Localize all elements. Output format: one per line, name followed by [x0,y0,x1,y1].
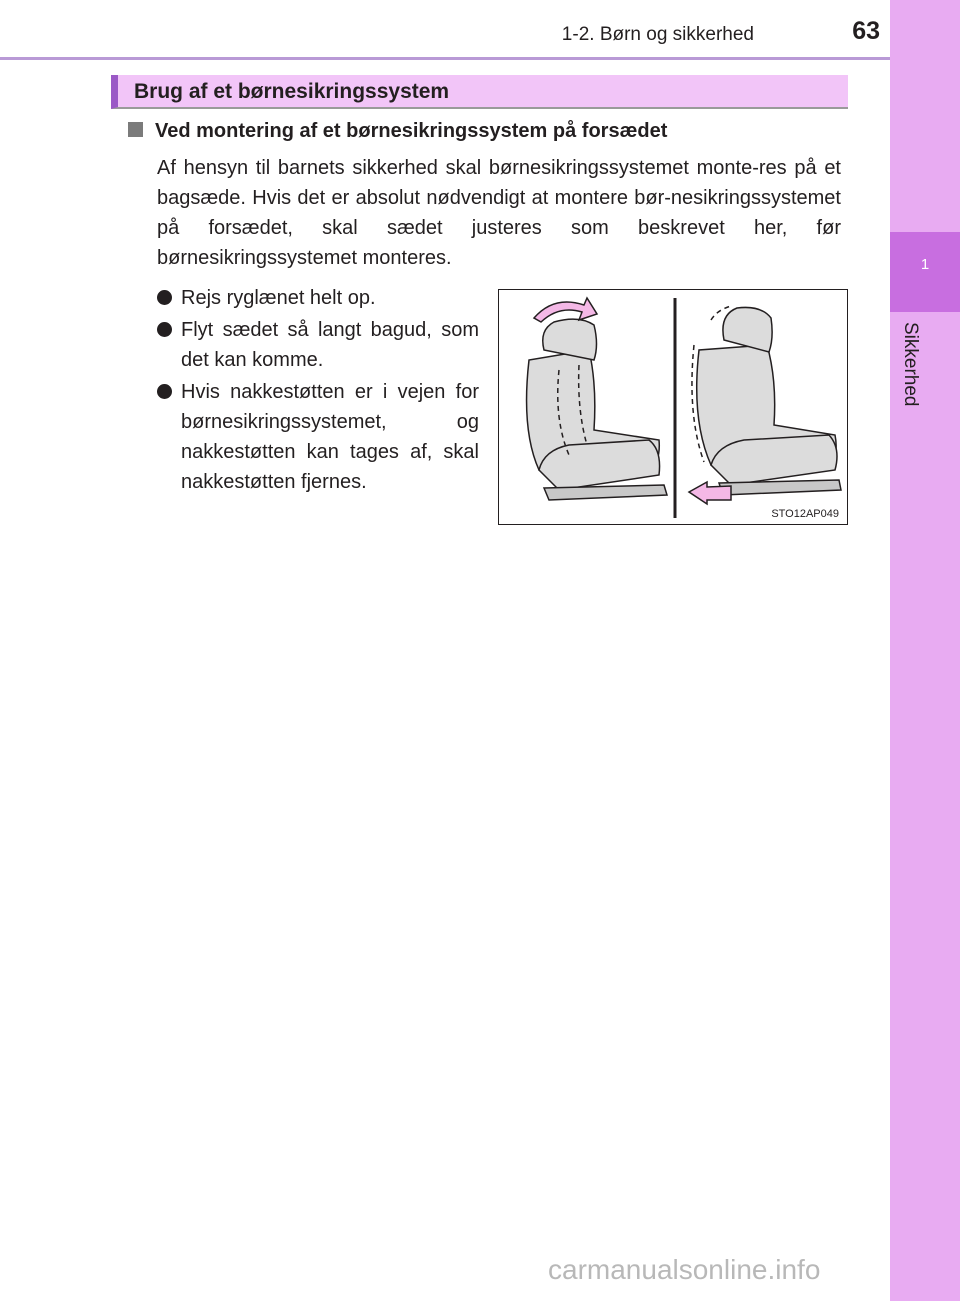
side-tab [890,0,960,1301]
seat-illustration [498,289,848,525]
square-bullet-icon [128,122,143,137]
seat-left-icon [527,319,667,500]
chapter-label: 1-2. Børn og sikkerhed [561,24,754,45]
page-number: 63 [852,17,880,45]
list-item [157,377,479,497]
watermark: carmanualsonline.info [548,1254,821,1285]
bullet-dot-icon [157,322,172,337]
side-tab-number: 1 [920,256,930,273]
figure-caption: STO12AP049 [771,508,839,520]
bullet-text: Rejs ryglænet helt op. [181,287,376,309]
bullet-dot-icon [157,290,172,305]
side-tab-label: Sikkerhed [900,322,921,407]
section-title: Brug af et børnesikringssystem [134,80,450,103]
curved-arrow-icon [534,298,597,322]
list-item [157,315,479,375]
seat-drawing [499,290,847,524]
bullet-text: Hvis nakkestøtten er i vejen for børnesikringssystemet, og nakkestøtten kan tages af, skal nakkestøtten fjernes. [181,381,479,493]
seat-right-icon [692,306,841,495]
bullet-text: Flyt sædet så langt bagud, som det kan komme. [181,319,479,371]
section-bar [111,75,848,109]
subheading-text: Ved montering af et børnesikringssystem på forsædet [155,120,668,142]
bullet-dot-icon [157,384,172,399]
list-item [157,283,479,313]
subheading [128,120,828,143]
header-rule [0,57,890,60]
intro-paragraph: Af hensyn til barnets sikkerhed skal børnesikringssystemet monte-res på et bagsæde. Hvis det er absolut nødvendigt at montere bør-nesikringssystemet på forsædet, skal sædet justeres som beskrevet her, før børnesikringssystemet monteres. [157,157,841,269]
bullet-list [157,283,479,499]
